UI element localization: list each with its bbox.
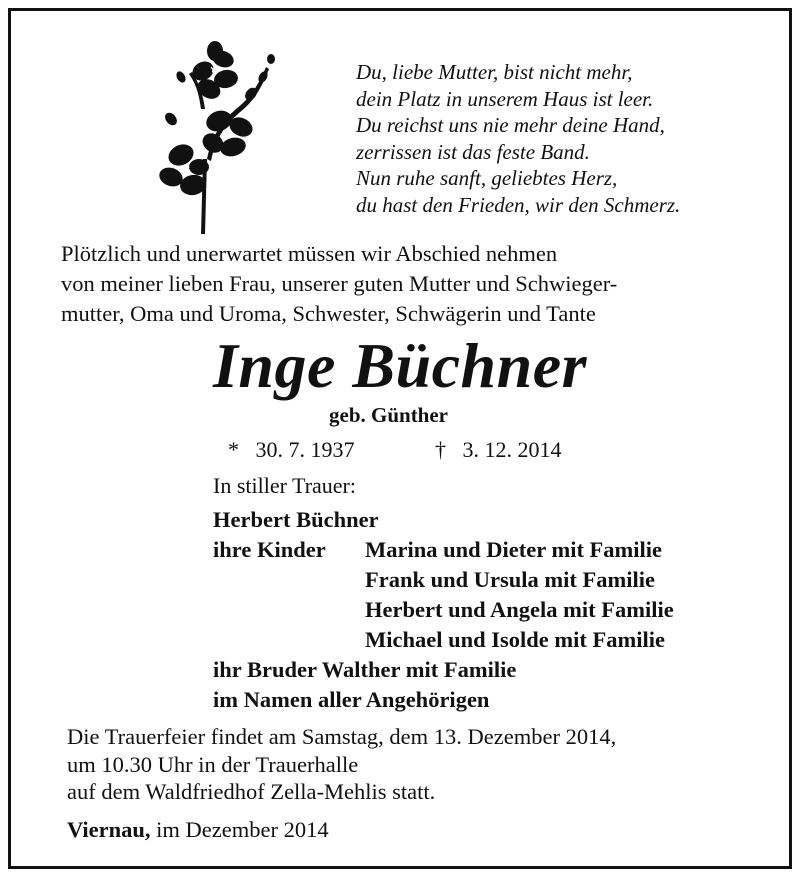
poem-line: Du, liebe Mutter, bist nicht mehr, — [356, 60, 633, 84]
mourner-children-row — [213, 565, 656, 595]
intro-line: mutter, Oma und Uroma, Schwester, Schwägerin und Tante — [61, 301, 596, 326]
poem-line: Nun ruhe sanft, geliebtes Herz, — [356, 166, 618, 190]
service-line: Die Trauerfeier findet am Samstag, dem 13. Dezember 2014, — [67, 724, 617, 749]
maiden-name: geb. Günther — [329, 403, 449, 427]
orchid-icon — [141, 39, 281, 234]
death-info — [435, 437, 562, 463]
place-date — [67, 817, 329, 843]
death-symbol: † — [435, 437, 446, 462]
poem-line: dein Platz in unserem Haus ist leer. — [356, 86, 654, 111]
mourner-children-row — [213, 625, 665, 655]
mourner-children-row — [213, 535, 663, 565]
mourner-husband: Herbert Büchner — [213, 507, 379, 532]
service-line: um 10.30 Uhr in der Trauerhalle — [67, 751, 359, 777]
death-date: 3. 12. 2014 — [462, 437, 562, 462]
intro-line: Plötzlich und unerwartet müssen wir Abschied nehmen — [61, 241, 558, 266]
poem-line: zerrissen ist das feste Band. — [356, 139, 590, 164]
service-line: auf dem Waldfriedhof Zella-Mehlis statt. — [67, 779, 436, 804]
children-label: ihre Kinder — [213, 537, 326, 562]
service-info — [67, 723, 616, 806]
birth-date: 30. 7. 1937 — [255, 437, 355, 462]
child-family: Frank und Ursula mit Familie — [365, 567, 656, 592]
mourners-list — [213, 505, 674, 715]
mourner-brother: ihr Bruder Walther mit Familie — [213, 657, 517, 682]
mourner-relatives: im Namen aller Angehörigen — [213, 687, 490, 712]
child-family: Herbert und Angela mit Familie — [365, 597, 674, 622]
date: im Dezember 2014 — [156, 817, 329, 842]
mourner-children-row — [213, 595, 674, 625]
poem-line: Du reichst uns nie mehr deine Hand, — [356, 113, 665, 137]
mourning-intro: In stiller Trauer: — [213, 473, 356, 498]
intro-line: von meiner lieben Frau, unserer guten Mutter und Schwieger- — [61, 271, 618, 296]
place: Viernau, — [67, 817, 151, 842]
birth-info — [228, 437, 355, 463]
intro-text — [61, 239, 617, 329]
birth-symbol: * — [228, 437, 239, 462]
child-family: Michael und Isolde mit Familie — [365, 627, 665, 652]
child-family: Marina und Dieter mit Familie — [365, 537, 663, 562]
poem — [356, 59, 680, 218]
poem-line: du hast den Frieden, wir den Schmerz. — [356, 192, 681, 217]
obituary-notice — [8, 8, 792, 869]
deceased-name: Inge Büchner — [212, 330, 588, 401]
